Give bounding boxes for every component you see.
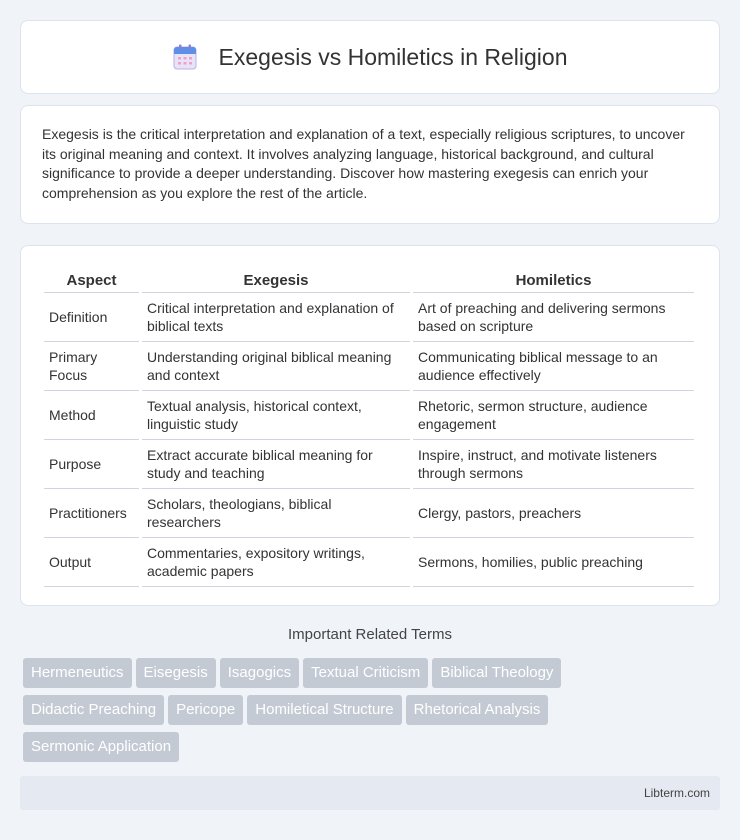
tag-hermeneutics[interactable]: Hermeneutics [23,658,132,688]
table-row [44,538,694,587]
related-terms-list [23,658,723,769]
row-exegesis: Understanding original biblical meaning and context [142,342,410,391]
tag-didactic-preaching[interactable]: Didactic Preaching [23,695,164,725]
row-exegesis: Commentaries, expository writings, academic papers [142,538,410,587]
row-exegesis: Critical interpretation and explanation of biblical texts [142,293,410,342]
comparison-table [41,266,697,587]
row-aspect: Definition [44,293,139,342]
comparison-card [20,245,720,606]
row-homiletics: Art of preaching and delivering sermons based on scripture [413,293,694,342]
table-row [44,440,694,489]
tag-textual-criticism[interactable]: Textual Criticism [303,658,428,688]
tag-isagogics[interactable]: Isagogics [220,658,299,688]
row-exegesis: Extract accurate biblical meaning for study and teaching [142,440,410,489]
footer-link[interactable]: Libterm.com [643,786,710,800]
tag-homiletical-structure[interactable]: Homiletical Structure [247,695,401,725]
header-homiletics: Homiletics [413,266,694,293]
table-row [44,293,694,342]
table-row [44,489,694,538]
row-homiletics: Rhetoric, sermon structure, audience engagement [413,391,694,440]
tag-sermonic-application[interactable]: Sermonic Application [23,732,179,762]
title-row [173,44,568,71]
tag-eisegesis[interactable]: Eisegesis [136,658,216,688]
table-row [44,391,694,440]
row-homiletics: Clergy, pastors, preachers [413,489,694,538]
intro-text: Exegesis is the critical interpretation and explanation of a text, especially religious scriptures, to uncover its original meaning and context. It involves analyzing language, historical background, and cultural significance to provide a deeper understanding. Discover how mastering exegesis can enrich your comprehension as you explore the rest of the article. [42,126,685,201]
related-terms-title: Important Related Terms [288,626,452,643]
footer [20,776,720,810]
table-row [44,342,694,391]
row-aspect: Primary Focus [44,342,139,391]
row-aspect: Output [44,538,139,587]
row-aspect: Purpose [44,440,139,489]
row-exegesis: Scholars, theologians, biblical researchers [142,489,410,538]
calendar-icon [173,44,197,70]
header-aspect: Aspect [44,266,139,293]
row-exegesis: Textual analysis, historical context, linguistic study [142,391,410,440]
row-aspect: Practitioners [44,489,139,538]
row-aspect: Method [44,391,139,440]
table-header-row [44,266,694,293]
tag-pericope[interactable]: Pericope [168,695,243,725]
header-exegesis: Exegesis [142,266,410,293]
row-homiletics: Communicating biblical message to an audience effectively [413,342,694,391]
intro-card [20,105,720,224]
tag-biblical-theology[interactable]: Biblical Theology [432,658,561,688]
page-title: Exegesis vs Homiletics in Religion [218,43,568,70]
row-homiletics: Sermons, homilies, public preaching [413,538,694,587]
tag-rhetorical-analysis[interactable]: Rhetorical Analysis [406,695,549,725]
row-homiletics: Inspire, instruct, and motivate listeners through sermons [413,440,694,489]
title-card [20,20,720,94]
